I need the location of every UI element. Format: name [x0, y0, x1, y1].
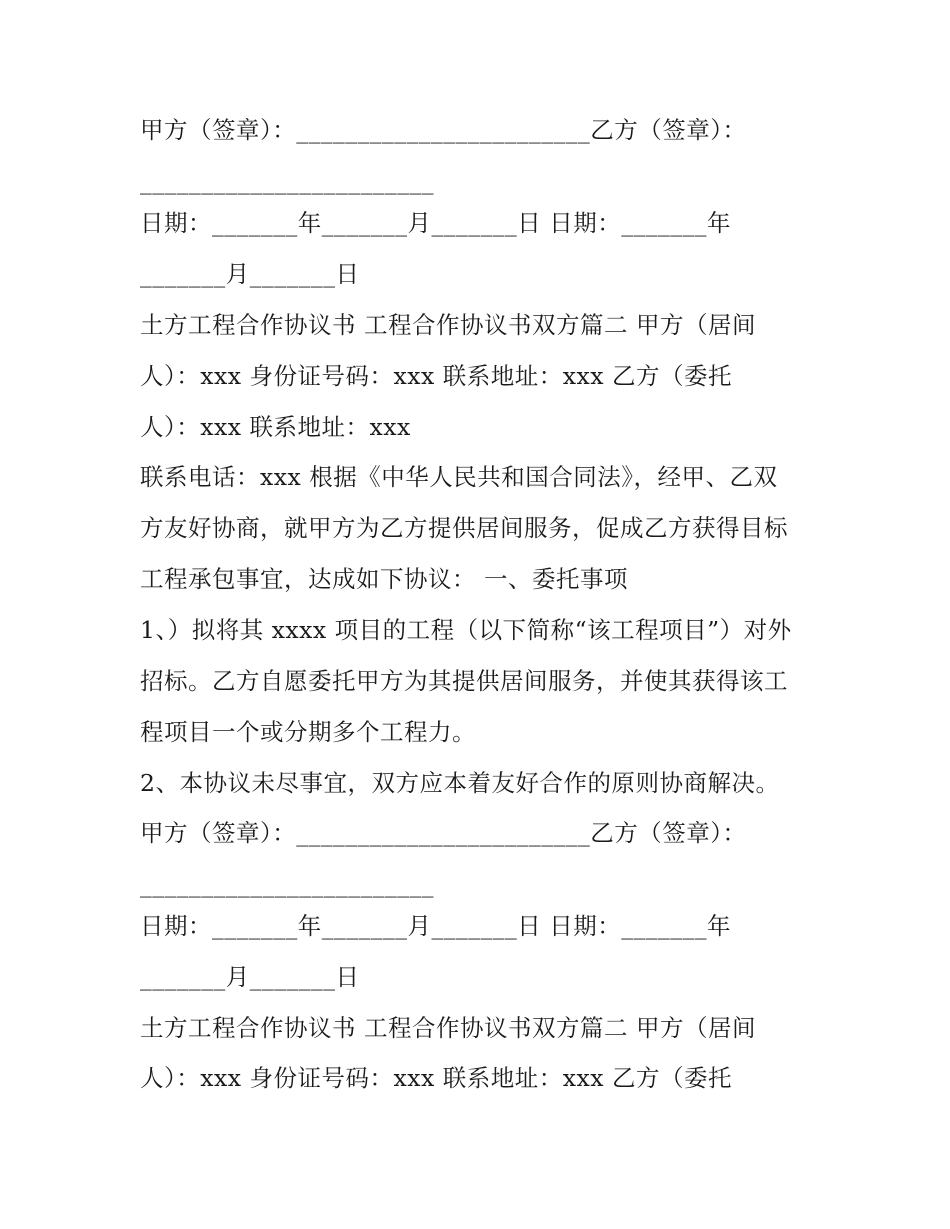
clause-1-line: 程项目一个或分期多个工程力。 [140, 718, 476, 746]
paragraph-line: 土方工程合作协议书 工程合作协议书双方篇二 甲方（居间 [140, 311, 756, 339]
paragraph-line: 人）：xxx 身份证号码：xxx 联系地址：xxx 乙方（委托 [140, 1064, 732, 1092]
paragraph-line: 人）：xxx 联系地址：xxx [140, 413, 411, 441]
date-line-continued: _______月_______日 [140, 963, 360, 991]
signature-blank: ________________________ [140, 870, 434, 898]
signature-line-party-a-b: 甲方（签章）：________________________乙方（签章）： [140, 116, 747, 144]
paragraph-line: 人）：xxx 身份证号码：xxx 联系地址：xxx 乙方（委托 [140, 362, 732, 390]
date-line-continued: _______月_______日 [140, 260, 360, 288]
signature-line-party-a-b: 甲方（签章）：________________________乙方（签章）： [140, 819, 747, 847]
date-line: 日期：_______年_______月_______日 日期：_______年 [140, 209, 731, 237]
date-line: 日期：_______年_______月_______日 日期：_______年 [140, 912, 731, 940]
clause-2-line: 2、本协议未尽事宜，双方应本着友好合作的原则协商解决。 [140, 769, 780, 797]
clause-1-line: 1、）拟将其 xxxx 项目的工程（以下简称“该工程项目”）对外 [140, 616, 792, 644]
paragraph-line: 联系电话：xxx 根据《中华人民共和国合同法》，经甲、乙双 [140, 463, 778, 491]
paragraph-line: 工程承包事宜，达成如下协议： 一、委托事项 [140, 565, 628, 593]
paragraph-line: 土方工程合作协议书 工程合作协议书双方篇二 甲方（居间 [140, 1014, 756, 1042]
clause-1-line: 招标。乙方自愿委托甲方为其提供居间服务，并使其获得该工 [140, 667, 788, 695]
paragraph-line: 方友好协商，就甲方为乙方提供居间服务，促成乙方获得目标 [140, 514, 788, 542]
signature-blank: ________________________ [140, 167, 434, 195]
